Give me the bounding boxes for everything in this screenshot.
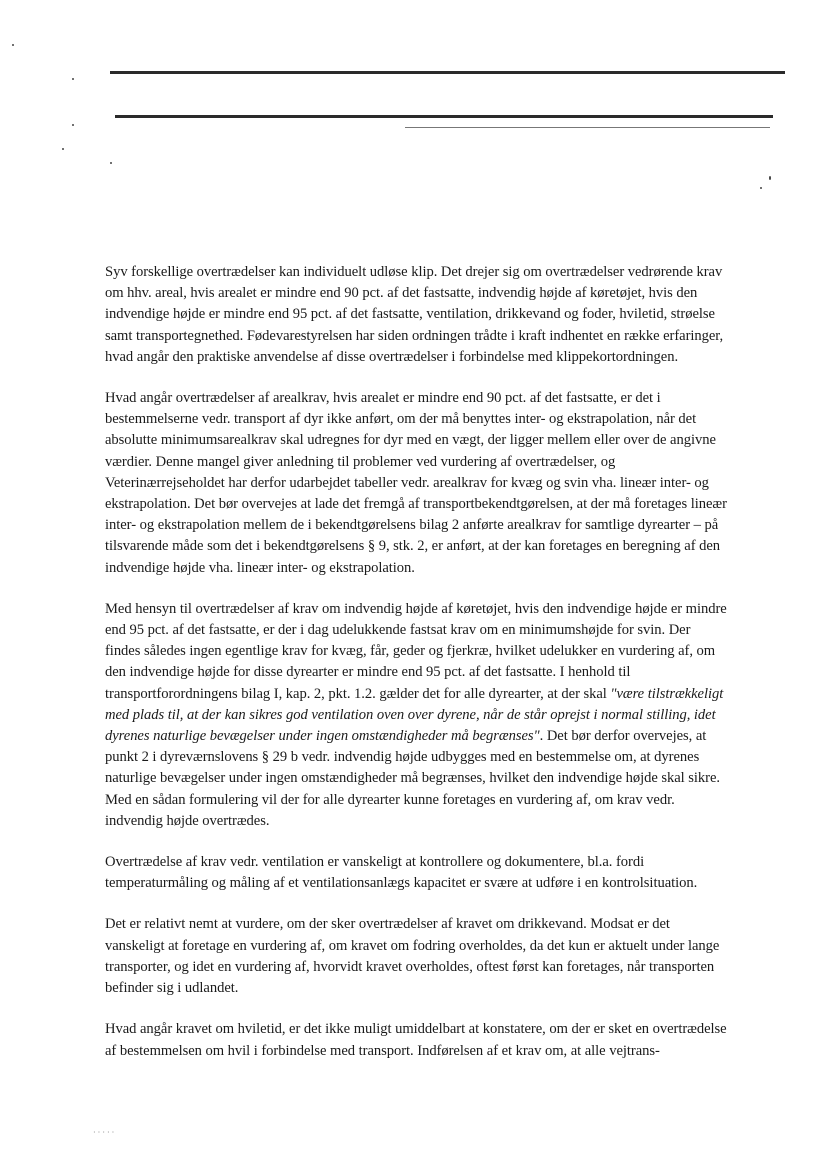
scan-rule-second-dash — [405, 127, 770, 128]
scan-speck — [769, 176, 771, 180]
scan-speck — [760, 187, 762, 189]
paragraph-area-requirements: Hvad angår overtrædelser af arealkrav, hvis arealet er mindre end 90 pct. af det fastsatte, er det i bestemmelserne vedr. transport af dyr ikke anført, om der må benyttes inter- og ekstrapolation, når det absolutte minimumsarealkrav skal udregnes for dyr med en vægt, der ligger mellem eller over de angivne værdier. Denne mangel giver anledning til problemer ved vurdering af overtrædelser, og Veterinærrejseholdet har derfor udarbejdet tabeller vedr. arealkrav for kvæg og svin vha. lineær inter- og ekstrapolation. Det bør overvejes at lade det fremgå af transportbekendtgørelsen, at der må foretages lineær inter- og ekstrapolation mellem de i bekendtgørelsens bilag 2 anførte arealkrav for samtlige dyrearter – på tilsvarende måde som det i bekendtgørelsens § 9, stk. 2, er anført, at der kan foretages en beregning af den indvendige højde vha. lineær inter- og ekstrapolation. — [105, 390, 727, 576]
paragraph-rest-time: Hvad angår kravet om hviletid, er det ikke muligt umiddelbart at konstatere, om der er sket en overtrædelse af bestemmelsen om hvil i forbindelse med transport. Indførelsen af et krav om, at alle vejtrans- — [105, 1021, 727, 1059]
scan-rule-top — [110, 71, 785, 74]
scan-speck — [62, 148, 64, 150]
scan-rule-second — [115, 115, 773, 118]
paragraph-violations-overview: Syv forskellige overtrædelser kan individuelt udløse klip. Det drejer sig om overtrædelser vedrørende krav om hhv. areal, hvis arealet er mindre end 90 pct. af det fastsatte, indvendig højde af køretøjet, hvis den indvendige højde er mindre end 95 pct. af det fastsatte, ventilation, drikkevand og foder, hviletid, strøelse samt transportegnethed. Fødevarestyrelsen har siden ordningen trådte i kraft indhentet en række erfaringer, hvad angår den praktiske anvendelse af disse overtrædelser i forbindelse med klippekortordningen. — [105, 264, 724, 365]
scan-speck — [110, 162, 112, 164]
scan-speck — [72, 124, 74, 126]
regulation-quote: "være tilstrækkeligt med plads til, at der kan sikres god ventilation oven over dyrene, når de står oprejst i normal stilling, idet dyrenes naturlige bevægelser under ingen omstændigheder må begrænses" — [105, 685, 724, 745]
paragraph-water-feed: Det er relativt nemt at vurdere, om der sker overtrædelser af kravet om drikkevand. Modsat er det vanskeligt at foretage en vurdering af, om kravet om fodring overholdes, da det kun er aktuelt under lange transporter, og idet en vurdering af, hvorvidt kravet overholdes, oftest først kan foretages, når transporten befinder sig i udlandet. — [105, 916, 720, 997]
paragraph-interior-height — [105, 599, 729, 832]
scan-speck — [12, 44, 14, 46]
paragraph-interior-height-text: Med hensyn til overtrædelser af krav om indvendig højde af køretøjet, hvis den indvendige højde er mindre end 95 pct. af det fastsatte, er der i dag udelukkende fastsat krav om en minimumshøjde for svin. Der findes således ingen egentlige krav for kvæg, får, geder og fjerkræ, hvilket udelukker en vurdering af, om den indvendige højde for disse dyrearter er mindre end 95 pct. af det fastsatte. I henhold til transportforordningens bilag I, kap. 2, pkt. 1.2. gælder det for alle dyrearter, at der skal — [105, 600, 727, 702]
scan-speck — [72, 78, 74, 80]
document-body — [105, 262, 729, 1082]
scan-footer-smudge: · · · · · — [93, 1128, 115, 1137]
paragraph-ventilation: Overtrædelse af krav vedr. ventilation er vanskeligt at kontrollere og dokumentere, bl.a. fordi temperaturmåling og måling af et ventilationsanlægs kapacitet er svære at udføre i en kontrolsituation. — [105, 854, 698, 892]
paragraph-interior-height-text-end: . Det bør derfor overvejes, at punkt 2 i dyreværnslovens § 29 b vedr. indvendig højde udbygges med en bestemmelse om, at dyrenes naturlige bevægelser under ingen omstændigheder må begrænses, hvilket den indvendige højde skal sikre. Med en sådan formulering vil der for alle dyrearter kunne foretages en vurdering af, om krav vedr. indvendig højde overtrædes. — [105, 728, 720, 829]
